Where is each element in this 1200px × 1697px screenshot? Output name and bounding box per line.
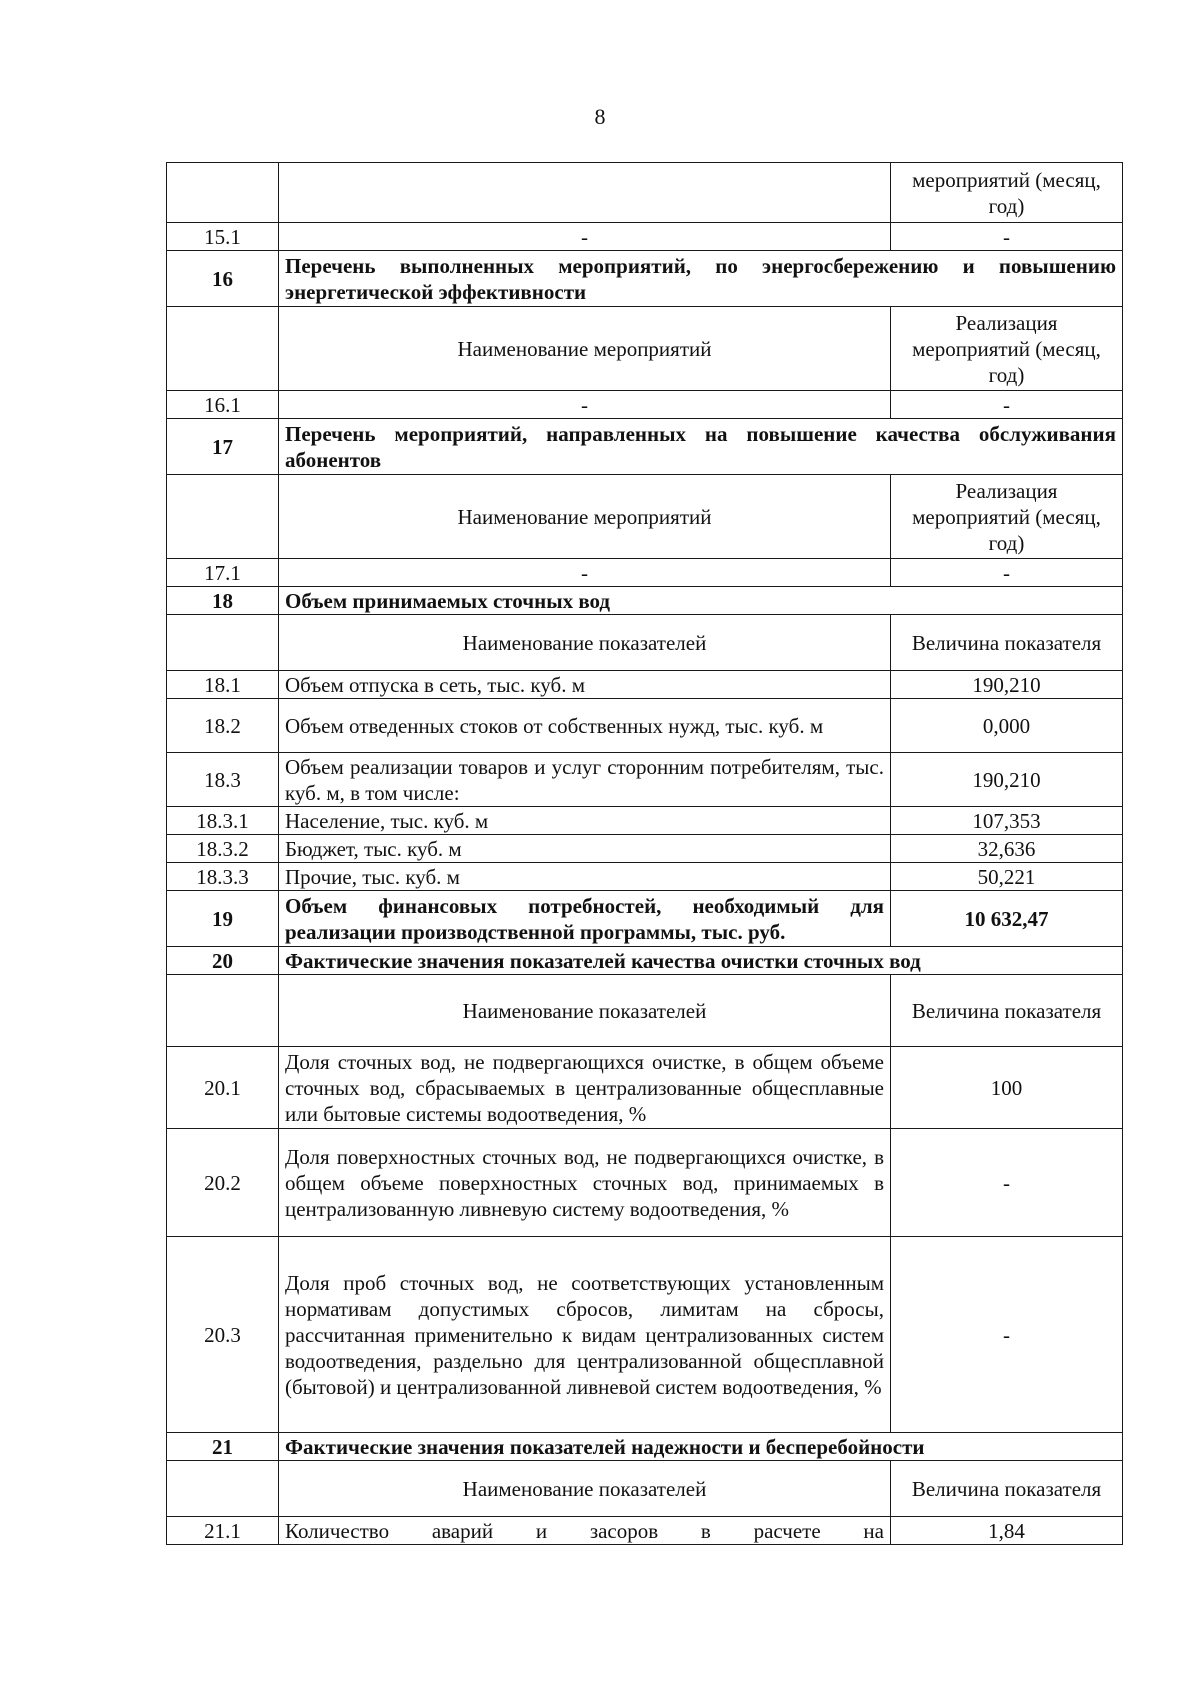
- table-row: [167, 163, 1123, 223]
- row-value: -: [891, 559, 1123, 587]
- table-row: [167, 223, 1123, 251]
- realization-header: мероприятий (месяц, год): [891, 163, 1123, 223]
- section-number: 18: [167, 587, 279, 615]
- section-number: 21: [167, 1433, 279, 1461]
- num-cell: [167, 975, 279, 1047]
- row-value: 190,210: [891, 671, 1123, 699]
- header-row: [167, 615, 1123, 671]
- section-row: [167, 419, 1123, 475]
- name-cell: [279, 163, 891, 223]
- row-name: Прочие, тыс. куб. м: [279, 863, 891, 891]
- row-number: 18.3.1: [167, 807, 279, 835]
- num-cell: [167, 307, 279, 391]
- table-row: [167, 1237, 1123, 1433]
- name-header: Наименование мероприятий: [279, 307, 891, 391]
- name-header: Наименование показателей: [279, 615, 891, 671]
- section-title: Перечень мероприятий, направленных на повышение качества обслуживания абонентов: [279, 419, 1123, 475]
- section-title: Перечень выполненных мероприятий, по энергосбережению и повышению энергетической эффективности: [279, 251, 1123, 307]
- row-value: -: [891, 391, 1123, 419]
- table-row: [167, 391, 1123, 419]
- table-row: [167, 863, 1123, 891]
- row-number: 21.1: [167, 1517, 279, 1545]
- row-value: -: [891, 223, 1123, 251]
- section-row: [167, 947, 1123, 975]
- row-value: 50,221: [891, 863, 1123, 891]
- table-row: [167, 753, 1123, 807]
- section-number: 17: [167, 419, 279, 475]
- row-value: 1,84: [891, 1517, 1123, 1545]
- row-name: Население, тыс. куб. м: [279, 807, 891, 835]
- row-name: Доля поверхностных сточных вод, не подвергающихся очистке, в общем объеме поверхностных сточных вод, принимаемых в централизованную ливневую систему водоотведения, %: [279, 1129, 891, 1237]
- table-row: [167, 835, 1123, 863]
- row-number: 18.2: [167, 699, 279, 753]
- row-number: 18.3.3: [167, 863, 279, 891]
- row-name: Объем отведенных стоков от собственных нужд, тыс. куб. м: [279, 699, 891, 753]
- table-row: [167, 699, 1123, 753]
- section-title: Фактические значения показателей надежности и бесперебойности: [279, 1433, 1123, 1461]
- row-value: -: [891, 1237, 1123, 1433]
- row-value: 190,210: [891, 753, 1123, 807]
- table-row: [167, 1047, 1123, 1129]
- num-cell: [167, 1461, 279, 1517]
- row-value: 10 632,47: [891, 891, 1123, 947]
- table-row: [167, 671, 1123, 699]
- row-number: 17.1: [167, 559, 279, 587]
- section-number: 20: [167, 947, 279, 975]
- value-header: Величина показателя: [891, 615, 1123, 671]
- header-row: [167, 307, 1123, 391]
- row-name: Бюджет, тыс. куб. м: [279, 835, 891, 863]
- section-number: 19: [167, 891, 279, 947]
- value-header: Величина показателя: [891, 1461, 1123, 1517]
- row-number: 15.1: [167, 223, 279, 251]
- row-name: Объем реализации товаров и услуг сторонним потребителям, тыс. куб. м, в том числе:: [279, 753, 891, 807]
- row-name: -: [279, 391, 891, 419]
- section-row: [167, 587, 1123, 615]
- row-name: Доля сточных вод, не подвергающихся очистке, в общем объеме сточных вод, сбрасываемых в централизованные общесплавные или бытовые системы водоотведения, %: [279, 1047, 891, 1129]
- name-header: Наименование показателей: [279, 1461, 891, 1517]
- row-value: 100: [891, 1047, 1123, 1129]
- value-header: Реализация мероприятий (месяц, год): [891, 475, 1123, 559]
- table-row: [167, 1517, 1123, 1545]
- value-header: Величина показателя: [891, 975, 1123, 1047]
- row-name: -: [279, 559, 891, 587]
- row-number: 16.1: [167, 391, 279, 419]
- row-number: 18.1: [167, 671, 279, 699]
- num-cell: [167, 475, 279, 559]
- row-name: Количество аварий и засоров в расчете на: [279, 1517, 891, 1545]
- table-row: [167, 807, 1123, 835]
- section-title: Объем принимаемых сточных вод: [279, 587, 1123, 615]
- section-row: [167, 251, 1123, 307]
- indicators-table: [166, 162, 1123, 1545]
- row-value: -: [891, 1129, 1123, 1237]
- row-value: 0,000: [891, 699, 1123, 753]
- row-value: 107,353: [891, 807, 1123, 835]
- section-row: [167, 1433, 1123, 1461]
- name-header: Наименование показателей: [279, 975, 891, 1047]
- name-header: Наименование мероприятий: [279, 475, 891, 559]
- num-cell: [167, 615, 279, 671]
- header-row: [167, 475, 1123, 559]
- section-title: Фактические значения показателей качества очистки сточных вод: [279, 947, 1123, 975]
- header-row: [167, 1461, 1123, 1517]
- row-value: 32,636: [891, 835, 1123, 863]
- section-row: [167, 891, 1123, 947]
- num-cell: [167, 163, 279, 223]
- header-row: [167, 975, 1123, 1047]
- section-number: 16: [167, 251, 279, 307]
- row-name: Доля проб сточных вод, не соответствующих установленным нормативам допустимых сбросов, лимитам на сбросы, рассчитанная применительно к видам централизованных систем водоотведения, раздельно для централизованной общесплавной (бытовой) и централизованной ливневой систем водоотведения, %: [279, 1237, 891, 1433]
- row-name: -: [279, 223, 891, 251]
- row-number: 18.3: [167, 753, 279, 807]
- table-row: [167, 1129, 1123, 1237]
- row-number: 18.3.2: [167, 835, 279, 863]
- row-number: 20.2: [167, 1129, 279, 1237]
- section-title: Объем финансовых потребностей, необходимый для реализации производственной программы, тыс. руб.: [279, 891, 891, 947]
- table-row: [167, 559, 1123, 587]
- row-name: Объем отпуска в сеть, тыс. куб. м: [279, 671, 891, 699]
- row-number: 20.1: [167, 1047, 279, 1129]
- row-number: 20.3: [167, 1237, 279, 1433]
- value-header: Реализация мероприятий (месяц, год): [891, 307, 1123, 391]
- page-number: 8: [594, 104, 606, 129]
